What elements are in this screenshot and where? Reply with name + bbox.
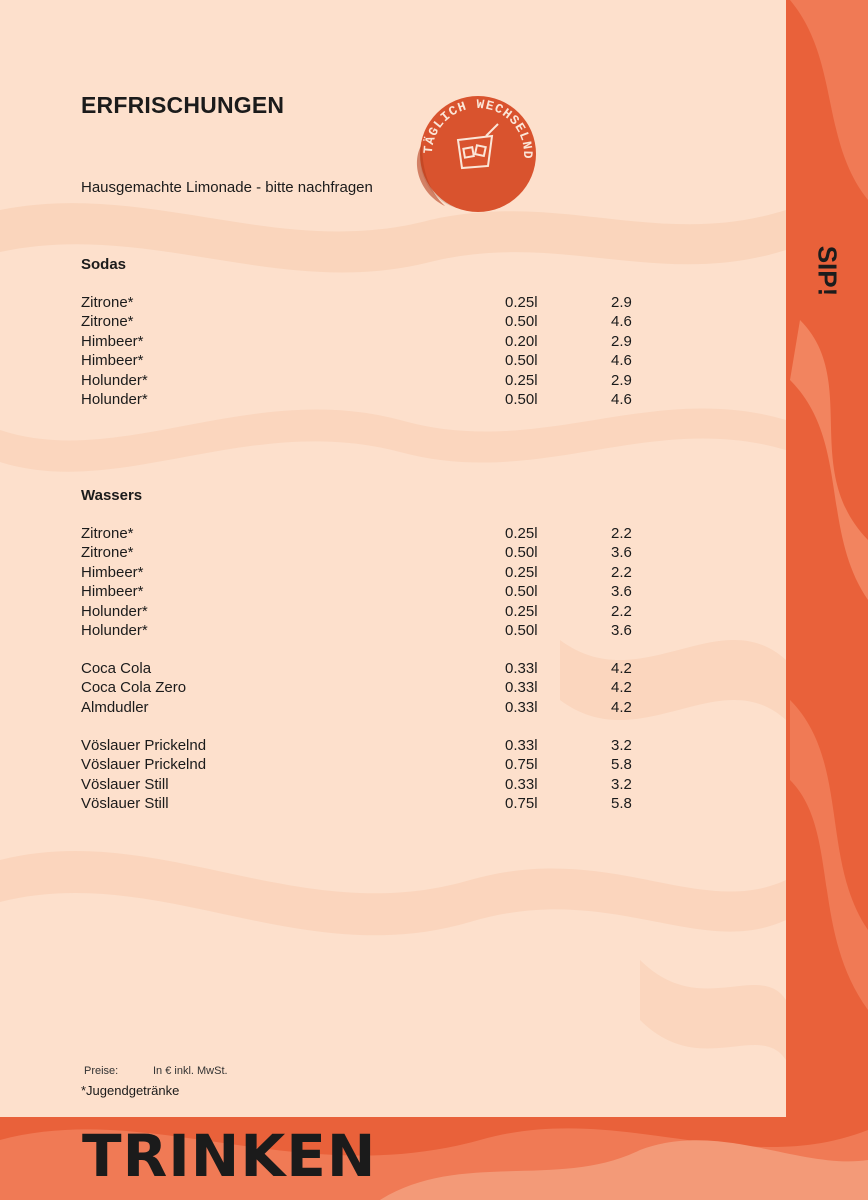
item-price: 3.2 xyxy=(611,737,632,754)
item-name: Almdudler xyxy=(81,698,149,716)
item-price: 4.2 xyxy=(611,698,632,716)
subtitle: Hausgemachte Limonade - bitte nachfragen xyxy=(81,179,373,196)
menu-item-row xyxy=(0,524,786,543)
item-name: Vöslauer Prickelnd xyxy=(81,756,207,774)
menu-item-row xyxy=(0,582,786,601)
item-volume: 0.33l xyxy=(505,775,538,793)
prices-value: In € inkl. MwSt. xyxy=(153,1065,228,1077)
menu-item-row xyxy=(0,698,786,717)
menu-item-row xyxy=(0,390,786,409)
item-price: 3.6 xyxy=(611,621,632,639)
item-volume: 0.25l xyxy=(505,294,538,311)
item-name: Holunder* xyxy=(81,602,148,620)
item-name: Himbeer* xyxy=(81,563,144,581)
item-volume: 0.20l xyxy=(505,332,538,350)
item-volume: 0.50l xyxy=(505,544,538,562)
item-price: 2.2 xyxy=(611,602,632,620)
item-price: 3.2 xyxy=(611,775,632,793)
item-name: Coca Cola xyxy=(81,660,152,677)
item-volume: 0.50l xyxy=(505,621,538,639)
item-volume: 0.25l xyxy=(505,525,538,542)
menu-item-row xyxy=(0,659,786,678)
item-price: 4.2 xyxy=(611,660,632,677)
daily-changing-sticker xyxy=(400,84,550,224)
menu-item-row xyxy=(0,293,786,312)
item-volume: 0.33l xyxy=(505,737,538,754)
item-price: 4.6 xyxy=(611,390,632,408)
item-price: 3.6 xyxy=(611,544,632,562)
item-volume: 0.25l xyxy=(505,563,538,581)
item-name: Himbeer* xyxy=(81,583,144,601)
side-label: SIP! xyxy=(812,245,843,297)
menu-item-row xyxy=(0,736,786,755)
menu-item-row xyxy=(0,775,786,794)
menu-item-row xyxy=(0,755,786,774)
sodas-list xyxy=(0,293,786,409)
item-name: Holunder* xyxy=(81,621,148,639)
item-price: 4.2 xyxy=(611,679,632,697)
item-name: Zitrone* xyxy=(81,544,134,562)
sticker-text: TÄGLICH WECHSELND xyxy=(420,96,536,160)
menu-item-row xyxy=(0,543,786,562)
item-volume: 0.25l xyxy=(505,371,538,389)
item-volume: 0.50l xyxy=(505,352,538,370)
menu-item-row xyxy=(0,312,786,331)
bottom-title: TRINKEN xyxy=(82,1122,377,1190)
colas-list xyxy=(0,659,786,717)
item-price: 2.9 xyxy=(611,294,632,311)
item-volume: 0.50l xyxy=(505,390,538,408)
item-price: 2.9 xyxy=(611,332,632,350)
item-price: 2.2 xyxy=(611,525,632,542)
item-volume: 0.33l xyxy=(505,698,538,716)
menu-item-row xyxy=(0,678,786,697)
voeslauer-list xyxy=(0,736,786,814)
item-volume: 0.25l xyxy=(505,602,538,620)
item-volume: 0.75l xyxy=(505,756,538,774)
item-price: 5.8 xyxy=(611,795,632,813)
menu-item-row xyxy=(0,621,786,640)
item-volume: 0.33l xyxy=(505,660,538,677)
item-price: 2.9 xyxy=(611,371,632,389)
section-heading-wassers: Wassers xyxy=(81,487,143,504)
menu-item-row xyxy=(0,794,786,813)
section-heading-sodas: Sodas xyxy=(81,256,127,273)
menu-item-row xyxy=(0,602,786,621)
menu-item-row xyxy=(0,332,786,351)
item-name: Vöslauer Prickelnd xyxy=(81,737,207,754)
item-name: Zitrone* xyxy=(81,294,134,311)
wassers-list xyxy=(0,524,786,640)
menu-item-row xyxy=(0,371,786,390)
item-volume: 0.50l xyxy=(505,313,538,331)
item-price: 4.6 xyxy=(611,313,632,331)
item-name: Zitrone* xyxy=(81,313,134,331)
prices-label: Preise: xyxy=(84,1065,119,1077)
menu-item-row xyxy=(0,351,786,370)
item-name: Holunder* xyxy=(81,390,148,408)
item-price: 5.8 xyxy=(611,756,632,774)
menu-item-row xyxy=(0,563,786,582)
item-name: Holunder* xyxy=(81,371,148,389)
item-volume: 0.33l xyxy=(505,679,538,697)
page-title: ERFRISCHUNGEN xyxy=(81,92,285,118)
item-name: Himbeer* xyxy=(81,332,144,350)
item-name: Vöslauer Still xyxy=(81,775,169,793)
item-name: Himbeer* xyxy=(81,352,144,370)
item-price: 3.6 xyxy=(611,583,632,601)
youth-drinks-note: *Jugendgetränke xyxy=(81,1083,180,1098)
item-name: Coca Cola Zero xyxy=(81,679,187,697)
item-name: Vöslauer Still xyxy=(81,795,169,813)
item-volume: 0.75l xyxy=(505,795,538,813)
item-price: 4.6 xyxy=(611,352,632,370)
item-name: Zitrone* xyxy=(81,525,134,542)
item-price: 2.2 xyxy=(611,563,632,581)
item-volume: 0.50l xyxy=(505,583,538,601)
